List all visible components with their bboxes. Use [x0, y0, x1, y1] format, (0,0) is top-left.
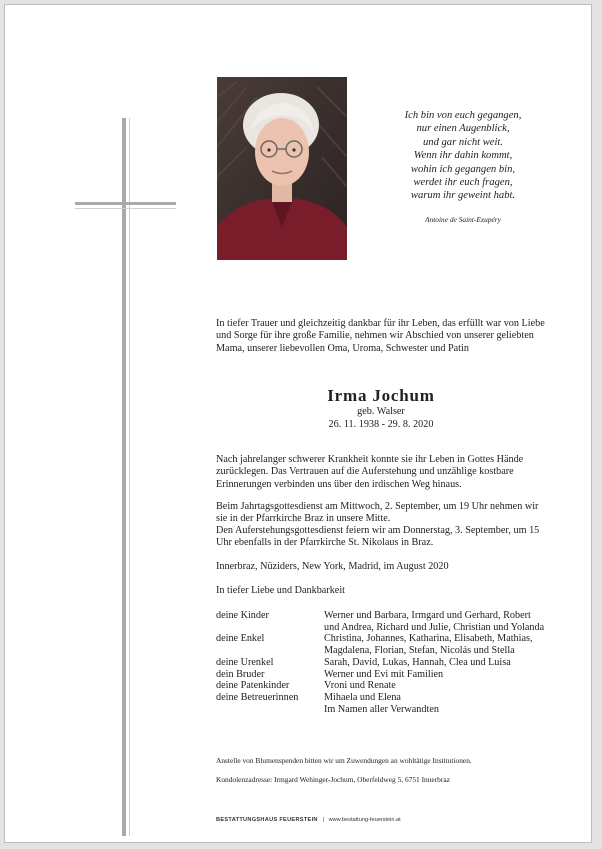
poem-line: nur einen Augenblick,: [416, 123, 510, 135]
cross-vertical-bar: [122, 118, 126, 836]
relatives-names: Mihaela und Elena: [324, 691, 401, 703]
portrait-photo: [217, 77, 347, 260]
illness-paragraph: Nach jahrelanger schwerer Krankheit konnte sie ihr Leben in Gottes Hände zurücklegen. Das Vertrauen auf die Auferstehung und unzählige kostbare Erinnerungen verbinden uns über den irdischen Weg hinaus.: [216, 454, 524, 490]
relatives-names: Christina, Johannes, Katharina, Elisabeth, Mathias, Magdalena, Florian, Stefan, Nicolás und Stella: [324, 633, 533, 657]
cross-horizontal-shadow: [75, 208, 176, 209]
relatives-label: deine Kinder: [216, 610, 269, 621]
relatives-label: deine Patenkinder: [216, 680, 290, 692]
poem-line: werdet ihr euch fragen,: [413, 177, 513, 189]
cross-horizontal-bar: [75, 202, 176, 205]
poem-line: und gar nicht weit.: [422, 136, 504, 148]
place-date: Innerbraz, Nüziders, New York, Madrid, im August 2020: [216, 561, 449, 572]
donation-note: Anstelle von Blumenspenden bitten wir um Zuwendungen an wohltätige Institutionen.: [216, 756, 472, 765]
poem-quote: [377, 109, 549, 203]
relatives-row: [216, 633, 546, 656]
relatives-row: [216, 680, 546, 692]
footer: [216, 817, 401, 823]
relatives-row: [216, 610, 546, 633]
poem-line: warum ihr geweint habt.: [410, 190, 516, 202]
relatives-row: [216, 704, 546, 716]
relatives-row: [216, 657, 546, 669]
relatives-names: Werner und Barbara, Irmgard und Gerhard, Robert und Andrea, Richard und Julie, Christian und Yolanda: [324, 610, 545, 633]
footer-website[interactable]: www.bestattung-feuerstein.at: [328, 817, 401, 823]
relatives-label: deine Enkel: [216, 633, 265, 645]
poem-line: Wenn ihr dahin kommt,: [413, 150, 513, 162]
service-paragraph-1: Beim Jahrtagsgottesdienst am Mittwoch, 2. September, um 19 Uhr nehmen wir sie in der Pfarrkirche Braz in unsere Mitte.: [216, 501, 539, 525]
life-dates: 26. 11. 1938 - 29. 8. 2020: [328, 419, 434, 430]
relatives-names: Werner und Evi mit Familien: [324, 668, 444, 680]
relatives-names: Sarah, David, Lukas, Hannah, Clea und Luisa: [324, 656, 511, 668]
relatives-names: Im Namen aller Verwandten: [324, 703, 439, 715]
service-paragraph-2: Den Auferstehungsgottesdienst feiern wir am Donnerstag, 3. September, um 15 Uhr ebenfalls in der Pfarrkirche St. Nikolaus in Braz.: [216, 525, 540, 549]
obituary-page: [4, 4, 592, 843]
poem-author: Antoine de Saint-Exupéry: [425, 215, 501, 224]
relatives-label: deine Betreuerinnen: [216, 691, 299, 703]
intro-paragraph: In tiefer Trauer und gleichzeitig dankbar für ihr Leben, das erfüllt war von Liebe und Sorge für ihre große Familie, nehmen wir Abschied von unserer geliebten Mama, unserer liebevollen Oma, Uroma, Schwester und Patin: [216, 318, 545, 354]
closing-line: In tiefer Liebe und Dankbarkeit: [216, 585, 345, 596]
portrait-illustration: [217, 77, 347, 260]
poem-line: Ich bin von euch gegangen,: [404, 110, 522, 121]
cross-vertical-shadow: [129, 118, 130, 836]
relatives-names: Vroni und Renate: [324, 680, 396, 692]
relatives-row: [216, 669, 546, 681]
relatives-list: [216, 610, 546, 715]
relatives-label: dein Bruder: [216, 668, 265, 680]
footer-company: BESTATTUNGSHAUS FEUERSTEIN: [216, 817, 318, 823]
poem-line: wohin ich gegangen bin,: [410, 163, 516, 175]
relatives-row: [216, 692, 546, 704]
relatives-label: deine Urenkel: [216, 656, 274, 668]
birth-name: geb. Walser: [357, 406, 405, 417]
condolence-address: Kondolenzadresse: Irmgard Wehinger-Jochum, Oberfeldweg 5, 6751 Innerbraz: [216, 775, 450, 784]
deceased-name: Irma Jochum: [327, 386, 435, 405]
footer-separator: |: [322, 817, 324, 823]
relatives-label: [216, 704, 324, 716]
